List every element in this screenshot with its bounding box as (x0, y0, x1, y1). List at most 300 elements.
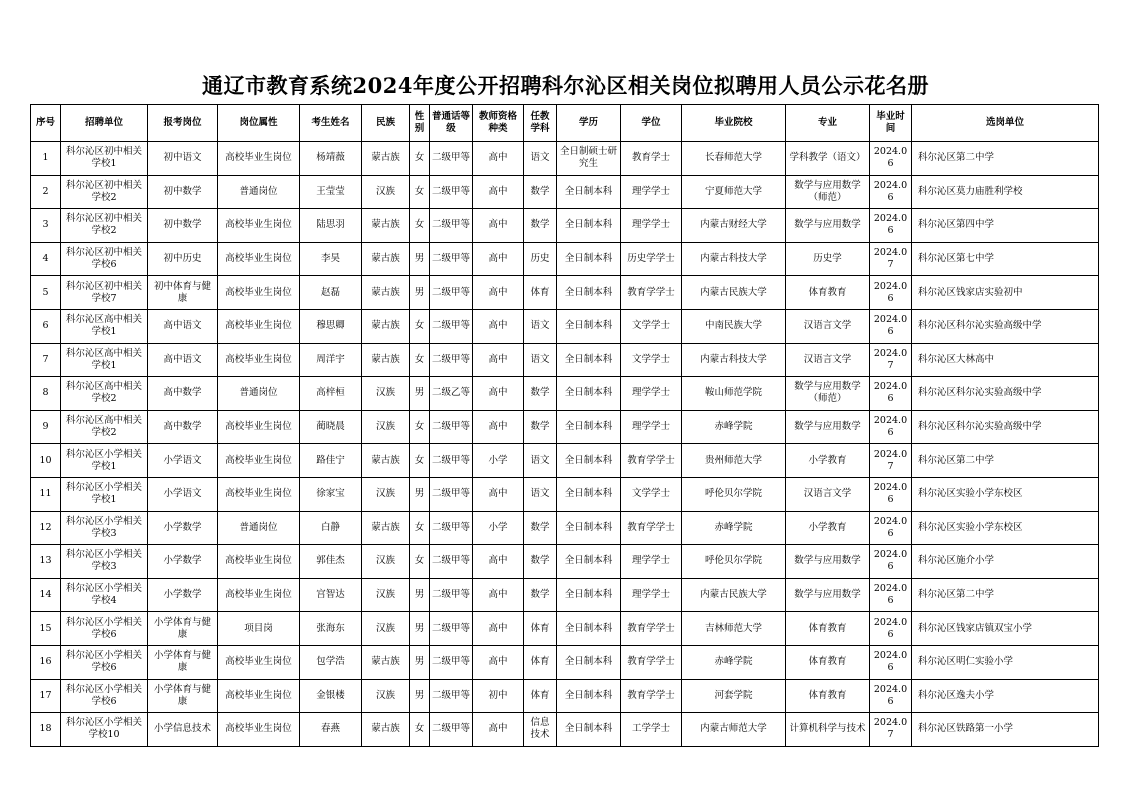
cell-placement: 科尔沁区第二中学 (912, 578, 1099, 612)
cell-mandarin-level: 二级甲等 (430, 142, 473, 176)
cell-school: 中南民族大学 (682, 309, 786, 343)
header-ethnicity: 民族 (362, 105, 410, 142)
page-title: 通辽市教育系统2024年度公开招聘科尔沁区相关岗位拟聘用人员公示花名册 (202, 73, 929, 98)
cell-education: 全日制本科 (557, 545, 621, 579)
cell-major: 历史学 (786, 242, 870, 276)
cell-teacher-cert: 高中 (473, 175, 524, 209)
cell-school: 内蒙古师范大学 (682, 713, 786, 747)
cell-mandarin-level: 二级甲等 (430, 713, 473, 747)
cell-name: 路佳宁 (300, 444, 362, 478)
header-mandarin-level: 普通话等级 (430, 105, 473, 142)
table-row (31, 511, 1099, 545)
cell-unit: 科尔沁区初中相关学校6 (61, 242, 148, 276)
cell-major: 汉语言文学 (786, 477, 870, 511)
cell-major: 计算机科学与技术 (786, 713, 870, 747)
cell-school: 鞍山师范学院 (682, 377, 786, 411)
cell-degree: 教育学学士 (621, 679, 682, 713)
cell-position-type: 高校毕业生岗位 (218, 242, 300, 276)
cell-gender: 男 (410, 612, 430, 646)
cell-name: 宫智达 (300, 578, 362, 612)
cell-mandarin-level: 二级甲等 (430, 276, 473, 310)
cell-position-type: 高校毕业生岗位 (218, 142, 300, 176)
header-subject: 任教学科 (524, 105, 557, 142)
cell-seq: 18 (31, 713, 61, 747)
cell-mandarin-level: 二级甲等 (430, 343, 473, 377)
cell-education: 全日制本科 (557, 377, 621, 411)
cell-grad-date: 2024.06 (870, 545, 912, 579)
cell-school: 内蒙古民族大学 (682, 276, 786, 310)
table-body (31, 142, 1099, 747)
cell-school: 内蒙古民族大学 (682, 578, 786, 612)
cell-subject: 语文 (524, 444, 557, 478)
cell-name: 春燕 (300, 713, 362, 747)
cell-ethnicity: 蒙古族 (362, 142, 410, 176)
cell-ethnicity: 汉族 (362, 377, 410, 411)
cell-grad-date: 2024.07 (870, 444, 912, 478)
cell-teacher-cert: 高中 (473, 242, 524, 276)
cell-position-type: 高校毕业生岗位 (218, 209, 300, 243)
cell-unit: 科尔沁区小学相关学校1 (61, 477, 148, 511)
cell-education: 全日制硕士研究生 (557, 142, 621, 176)
cell-teacher-cert: 高中 (473, 578, 524, 612)
cell-placement: 科尔沁区科尔沁实验高级中学 (912, 410, 1099, 444)
cell-placement: 科尔沁区钱家店镇双宝小学 (912, 612, 1099, 646)
cell-unit: 科尔沁区初中相关学校7 (61, 276, 148, 310)
cell-major: 学科教学（语文） (786, 142, 870, 176)
cell-ethnicity: 汉族 (362, 410, 410, 444)
cell-grad-date: 2024.06 (870, 679, 912, 713)
cell-seq: 15 (31, 612, 61, 646)
cell-education: 全日制本科 (557, 713, 621, 747)
cell-mandarin-level: 二级甲等 (430, 511, 473, 545)
cell-school: 贵州师范大学 (682, 444, 786, 478)
cell-name: 包学浩 (300, 645, 362, 679)
cell-grad-date: 2024.06 (870, 309, 912, 343)
cell-subject: 数学 (524, 209, 557, 243)
cell-mandarin-level: 二级甲等 (430, 175, 473, 209)
cell-position-type: 高校毕业生岗位 (218, 713, 300, 747)
table-row (31, 309, 1099, 343)
cell-position-type: 高校毕业生岗位 (218, 645, 300, 679)
header-unit: 招聘单位 (61, 105, 148, 142)
cell-placement: 科尔沁区第七中学 (912, 242, 1099, 276)
cell-school: 赤峰学院 (682, 410, 786, 444)
cell-grad-date: 2024.06 (870, 410, 912, 444)
header-school: 毕业院校 (682, 105, 786, 142)
cell-position-type: 高校毕业生岗位 (218, 545, 300, 579)
cell-grad-date: 2024.06 (870, 209, 912, 243)
cell-teacher-cert: 高中 (473, 612, 524, 646)
cell-education: 全日制本科 (557, 276, 621, 310)
cell-position: 小学语文 (148, 444, 218, 478)
cell-seq: 2 (31, 175, 61, 209)
table-row (31, 242, 1099, 276)
cell-teacher-cert: 高中 (473, 276, 524, 310)
header-grad-date: 毕业时间 (870, 105, 912, 142)
cell-degree: 教育学学士 (621, 511, 682, 545)
cell-teacher-cert: 高中 (473, 377, 524, 411)
cell-name: 高梓桓 (300, 377, 362, 411)
cell-name: 李昊 (300, 242, 362, 276)
cell-seq: 3 (31, 209, 61, 243)
cell-gender: 男 (410, 477, 430, 511)
header-position-type: 岗位属性 (218, 105, 300, 142)
cell-placement: 科尔沁区实验小学东校区 (912, 511, 1099, 545)
cell-grad-date: 2024.06 (870, 276, 912, 310)
cell-degree: 理学学士 (621, 209, 682, 243)
cell-major: 体育教育 (786, 679, 870, 713)
cell-grad-date: 2024.06 (870, 142, 912, 176)
cell-mandarin-level: 二级甲等 (430, 477, 473, 511)
cell-placement: 科尔沁区莫力庙胜利学校 (912, 175, 1099, 209)
cell-name: 蔺晓晨 (300, 410, 362, 444)
cell-education: 全日制本科 (557, 444, 621, 478)
cell-subject: 数学 (524, 377, 557, 411)
cell-teacher-cert: 高中 (473, 209, 524, 243)
cell-placement: 科尔沁区第二中学 (912, 444, 1099, 478)
cell-position-type: 普通岗位 (218, 377, 300, 411)
cell-subject: 信息技术 (524, 713, 557, 747)
cell-gender: 女 (410, 444, 430, 478)
cell-gender: 女 (410, 545, 430, 579)
table-row (31, 276, 1099, 310)
cell-ethnicity: 汉族 (362, 175, 410, 209)
cell-degree: 理学学士 (621, 545, 682, 579)
cell-seq: 12 (31, 511, 61, 545)
cell-school: 吉林师范大学 (682, 612, 786, 646)
cell-education: 全日制本科 (557, 410, 621, 444)
cell-placement: 科尔沁区铁路第一小学 (912, 713, 1099, 747)
cell-subject: 数学 (524, 175, 557, 209)
cell-seq: 5 (31, 276, 61, 310)
cell-major: 数学与应用数学 (786, 410, 870, 444)
cell-position: 小学体育与健康 (148, 645, 218, 679)
cell-name: 赵磊 (300, 276, 362, 310)
cell-unit: 科尔沁区高中相关学校2 (61, 410, 148, 444)
cell-gender: 女 (410, 343, 430, 377)
table-row (31, 142, 1099, 176)
cell-ethnicity: 汉族 (362, 612, 410, 646)
cell-gender: 男 (410, 679, 430, 713)
cell-major: 体育教育 (786, 612, 870, 646)
cell-gender: 男 (410, 242, 430, 276)
cell-placement: 科尔沁区第二中学 (912, 142, 1099, 176)
cell-subject: 数学 (524, 578, 557, 612)
cell-school: 呼伦贝尔学院 (682, 477, 786, 511)
cell-mandarin-level: 二级甲等 (430, 410, 473, 444)
cell-ethnicity: 汉族 (362, 477, 410, 511)
cell-position: 初中语文 (148, 142, 218, 176)
cell-subject: 历史 (524, 242, 557, 276)
cell-teacher-cert: 小学 (473, 444, 524, 478)
cell-seq: 8 (31, 377, 61, 411)
cell-degree: 理学学士 (621, 175, 682, 209)
cell-name: 穆思卿 (300, 309, 362, 343)
cell-position: 小学信息技术 (148, 713, 218, 747)
cell-placement: 科尔沁区科尔沁实验高级中学 (912, 377, 1099, 411)
cell-unit: 科尔沁区初中相关学校2 (61, 175, 148, 209)
cell-education: 全日制本科 (557, 477, 621, 511)
cell-seq: 10 (31, 444, 61, 478)
cell-degree: 教育学学士 (621, 276, 682, 310)
table-row (31, 612, 1099, 646)
cell-gender: 女 (410, 713, 430, 747)
cell-seq: 13 (31, 545, 61, 579)
cell-education: 全日制本科 (557, 645, 621, 679)
cell-education: 全日制本科 (557, 309, 621, 343)
cell-ethnicity: 蒙古族 (362, 645, 410, 679)
cell-teacher-cert: 初中 (473, 679, 524, 713)
cell-gender: 女 (410, 142, 430, 176)
cell-ethnicity: 蒙古族 (362, 444, 410, 478)
cell-ethnicity: 蒙古族 (362, 511, 410, 545)
cell-unit: 科尔沁区小学相关学校6 (61, 679, 148, 713)
cell-grad-date: 2024.06 (870, 477, 912, 511)
cell-name: 张海东 (300, 612, 362, 646)
cell-degree: 教育学学士 (621, 444, 682, 478)
cell-education: 全日制本科 (557, 679, 621, 713)
table-row (31, 645, 1099, 679)
cell-seq: 16 (31, 645, 61, 679)
cell-gender: 男 (410, 645, 430, 679)
cell-position: 初中体育与健康 (148, 276, 218, 310)
cell-ethnicity: 汉族 (362, 578, 410, 612)
cell-mandarin-level: 二级甲等 (430, 444, 473, 478)
cell-grad-date: 2024.06 (870, 578, 912, 612)
cell-degree: 文学学士 (621, 343, 682, 377)
cell-name: 徐家宝 (300, 477, 362, 511)
cell-seq: 11 (31, 477, 61, 511)
cell-gender: 男 (410, 578, 430, 612)
cell-mandarin-level: 二级甲等 (430, 645, 473, 679)
cell-position: 小学数学 (148, 545, 218, 579)
cell-subject: 数学 (524, 511, 557, 545)
cell-teacher-cert: 高中 (473, 309, 524, 343)
cell-degree: 文学学士 (621, 477, 682, 511)
header-seq: 序号 (31, 105, 61, 142)
cell-ethnicity: 蒙古族 (362, 343, 410, 377)
cell-degree: 教育学学士 (621, 645, 682, 679)
cell-gender: 女 (410, 511, 430, 545)
cell-unit: 科尔沁区小学相关学校10 (61, 713, 148, 747)
cell-gender: 女 (410, 209, 430, 243)
cell-school: 内蒙古科技大学 (682, 343, 786, 377)
cell-unit: 科尔沁区小学相关学校1 (61, 444, 148, 478)
cell-grad-date: 2024.06 (870, 175, 912, 209)
cell-education: 全日制本科 (557, 209, 621, 243)
cell-major: 体育教育 (786, 645, 870, 679)
cell-mandarin-level: 二级乙等 (430, 377, 473, 411)
cell-degree: 教育学学士 (621, 612, 682, 646)
cell-mandarin-level: 二级甲等 (430, 679, 473, 713)
header-major: 专业 (786, 105, 870, 142)
cell-teacher-cert: 小学 (473, 511, 524, 545)
header-teacher-cert: 教师资格种类 (473, 105, 524, 142)
cell-unit: 科尔沁区高中相关学校2 (61, 377, 148, 411)
cell-mandarin-level: 二级甲等 (430, 242, 473, 276)
cell-grad-date: 2024.06 (870, 612, 912, 646)
cell-unit: 科尔沁区初中相关学校2 (61, 209, 148, 243)
cell-ethnicity: 蒙古族 (362, 242, 410, 276)
cell-teacher-cert: 高中 (473, 410, 524, 444)
cell-ethnicity: 汉族 (362, 545, 410, 579)
cell-gender: 女 (410, 175, 430, 209)
cell-seq: 14 (31, 578, 61, 612)
cell-position-type: 高校毕业生岗位 (218, 410, 300, 444)
cell-major: 体育教育 (786, 276, 870, 310)
cell-gender: 男 (410, 276, 430, 310)
cell-school: 赤峰学院 (682, 645, 786, 679)
cell-major: 汉语言文学 (786, 309, 870, 343)
cell-position-type: 高校毕业生岗位 (218, 477, 300, 511)
cell-name: 杨靖薇 (300, 142, 362, 176)
cell-name: 白静 (300, 511, 362, 545)
cell-name: 郭佳杰 (300, 545, 362, 579)
cell-school: 呼伦贝尔学院 (682, 545, 786, 579)
cell-degree: 文学学士 (621, 309, 682, 343)
table-row (31, 209, 1099, 243)
cell-seq: 9 (31, 410, 61, 444)
cell-position-type: 高校毕业生岗位 (218, 679, 300, 713)
cell-mandarin-level: 二级甲等 (430, 309, 473, 343)
cell-mandarin-level: 二级甲等 (430, 612, 473, 646)
cell-degree: 工学学士 (621, 713, 682, 747)
cell-major: 数学与应用数学 (786, 545, 870, 579)
table-row (31, 343, 1099, 377)
cell-major: 小学教育 (786, 444, 870, 478)
cell-mandarin-level: 二级甲等 (430, 578, 473, 612)
cell-position-type: 高校毕业生岗位 (218, 444, 300, 478)
cell-grad-date: 2024.06 (870, 377, 912, 411)
table-row (31, 377, 1099, 411)
cell-position: 小学体育与健康 (148, 612, 218, 646)
table-row (31, 679, 1099, 713)
cell-education: 全日制本科 (557, 343, 621, 377)
cell-name: 金银楼 (300, 679, 362, 713)
cell-teacher-cert: 高中 (473, 343, 524, 377)
cell-name: 王莹莹 (300, 175, 362, 209)
cell-unit: 科尔沁区小学相关学校6 (61, 645, 148, 679)
cell-subject: 数学 (524, 545, 557, 579)
cell-position: 高中语文 (148, 343, 218, 377)
cell-degree: 教育学士 (621, 142, 682, 176)
header-placement: 选岗单位 (912, 105, 1099, 142)
cell-position: 高中语文 (148, 309, 218, 343)
cell-mandarin-level: 二级甲等 (430, 545, 473, 579)
cell-teacher-cert: 高中 (473, 645, 524, 679)
cell-subject: 体育 (524, 612, 557, 646)
cell-education: 全日制本科 (557, 511, 621, 545)
cell-ethnicity: 蒙古族 (362, 309, 410, 343)
cell-unit: 科尔沁区小学相关学校6 (61, 612, 148, 646)
cell-ethnicity: 汉族 (362, 679, 410, 713)
cell-grad-date: 2024.07 (870, 242, 912, 276)
cell-seq: 7 (31, 343, 61, 377)
table-row (31, 713, 1099, 747)
cell-gender: 女 (410, 309, 430, 343)
cell-placement: 科尔沁区科尔沁实验高级中学 (912, 309, 1099, 343)
cell-unit: 科尔沁区小学相关学校3 (61, 545, 148, 579)
cell-position-type: 项目岗 (218, 612, 300, 646)
cell-degree: 理学学士 (621, 377, 682, 411)
cell-seq: 1 (31, 142, 61, 176)
cell-teacher-cert: 高中 (473, 545, 524, 579)
cell-teacher-cert: 高中 (473, 477, 524, 511)
cell-seq: 17 (31, 679, 61, 713)
cell-major: 汉语言文学 (786, 343, 870, 377)
cell-education: 全日制本科 (557, 242, 621, 276)
cell-subject: 体育 (524, 276, 557, 310)
cell-position-type: 高校毕业生岗位 (218, 578, 300, 612)
cell-position-type: 高校毕业生岗位 (218, 343, 300, 377)
cell-subject: 体育 (524, 645, 557, 679)
cell-gender: 男 (410, 377, 430, 411)
cell-education: 全日制本科 (557, 175, 621, 209)
cell-position: 小学体育与健康 (148, 679, 218, 713)
cell-placement: 科尔沁区实验小学东校区 (912, 477, 1099, 511)
header-name: 考生姓名 (300, 105, 362, 142)
cell-ethnicity: 蒙古族 (362, 276, 410, 310)
table-row (31, 175, 1099, 209)
cell-position: 高中数学 (148, 410, 218, 444)
table-row (31, 444, 1099, 478)
cell-unit: 科尔沁区小学相关学校4 (61, 578, 148, 612)
cell-position: 小学数学 (148, 511, 218, 545)
cell-subject: 语文 (524, 309, 557, 343)
cell-grad-date: 2024.06 (870, 511, 912, 545)
header-degree: 学位 (621, 105, 682, 142)
cell-placement: 科尔沁区逸夫小学 (912, 679, 1099, 713)
cell-school: 宁夏师范大学 (682, 175, 786, 209)
cell-major: 数学与应用数学（师范） (786, 175, 870, 209)
table-row (31, 410, 1099, 444)
cell-position: 初中数学 (148, 175, 218, 209)
cell-grad-date: 2024.06 (870, 645, 912, 679)
cell-major: 数学与应用数学（师范） (786, 377, 870, 411)
header-position: 报考岗位 (148, 105, 218, 142)
cell-subject: 语文 (524, 477, 557, 511)
cell-position: 初中历史 (148, 242, 218, 276)
cell-placement: 科尔沁区施介小学 (912, 545, 1099, 579)
cell-position: 初中数学 (148, 209, 218, 243)
cell-unit: 科尔沁区高中相关学校1 (61, 343, 148, 377)
cell-degree: 历史学学士 (621, 242, 682, 276)
table-row (31, 545, 1099, 579)
cell-name: 周洋宇 (300, 343, 362, 377)
cell-placement: 科尔沁区第四中学 (912, 209, 1099, 243)
cell-school: 河套学院 (682, 679, 786, 713)
cell-subject: 语文 (524, 343, 557, 377)
cell-teacher-cert: 高中 (473, 713, 524, 747)
cell-subject: 数学 (524, 410, 557, 444)
table-row (31, 578, 1099, 612)
cell-placement: 科尔沁区明仁实验小学 (912, 645, 1099, 679)
cell-position-type: 普通岗位 (218, 175, 300, 209)
header-row (31, 105, 1099, 142)
cell-position-type: 高校毕业生岗位 (218, 309, 300, 343)
cell-seq: 6 (31, 309, 61, 343)
cell-degree: 理学学士 (621, 578, 682, 612)
cell-placement: 科尔沁区大林高中 (912, 343, 1099, 377)
cell-seq: 4 (31, 242, 61, 276)
cell-position: 高中数学 (148, 377, 218, 411)
cell-school: 长春师范大学 (682, 142, 786, 176)
table-row (31, 477, 1099, 511)
cell-placement: 科尔沁区钱家店实验初中 (912, 276, 1099, 310)
header-gender: 性别 (410, 105, 430, 142)
cell-name: 陆思羽 (300, 209, 362, 243)
cell-mandarin-level: 二级甲等 (430, 209, 473, 243)
